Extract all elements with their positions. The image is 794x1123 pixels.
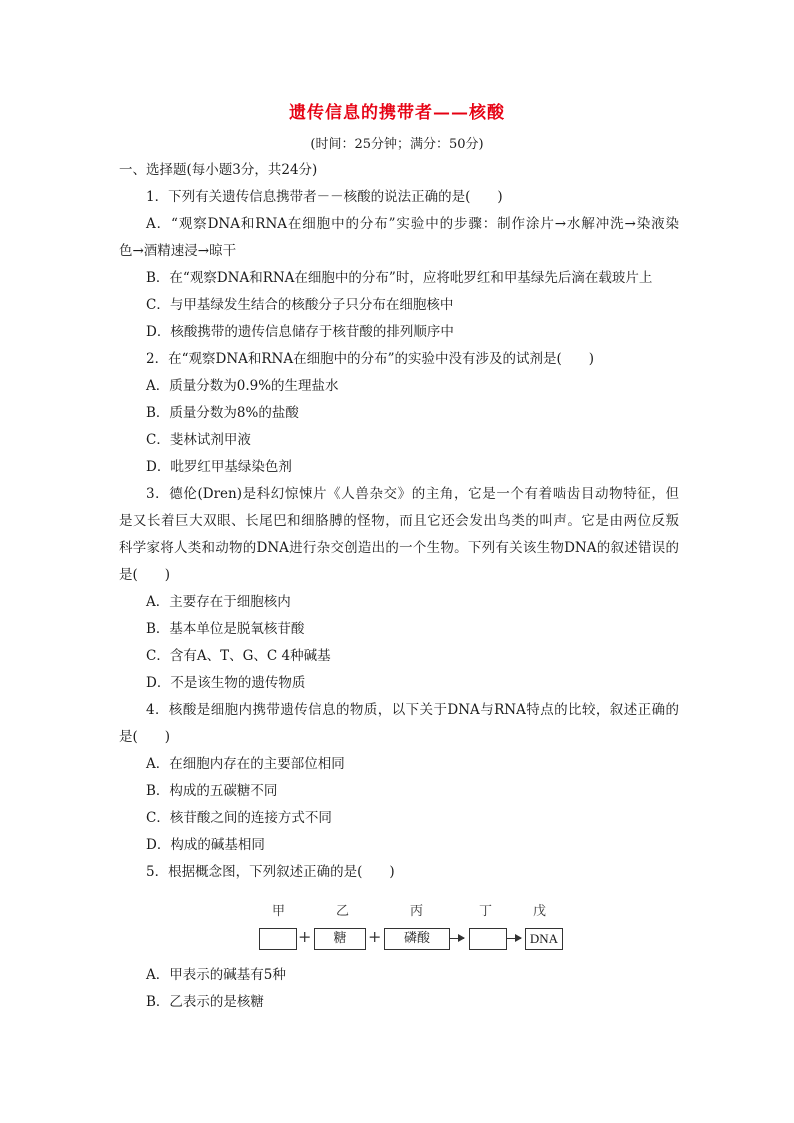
diagram-box-bing: 磷酸	[384, 928, 450, 950]
q1-option-a-cont: 色→酒精速浸→晾干	[119, 243, 237, 259]
q5-option-a: A．甲表示的碱基有5种	[146, 967, 286, 983]
q2-option-d: D．吡罗红甲基绿染色剂	[146, 459, 292, 475]
q4-option-d: D．构成的碱基相同	[146, 837, 265, 853]
diagram-label-bing: 丙	[410, 904, 424, 919]
diagram-label-yi: 乙	[336, 904, 350, 919]
q1-option-d: D．核酸携带的遗传信息储存于核苷酸的排列顺序中	[146, 324, 454, 340]
q3-option-b: B．基本单位是脱氧核苷酸	[146, 621, 305, 637]
q3-stem-line-4: 是( )	[119, 567, 171, 583]
q1-stem: 1．下列有关遗传信息携带者－－核酸的说法正确的是( )	[146, 189, 503, 205]
diagram-box-ding	[469, 928, 507, 950]
diagram-box-yi: 糖	[314, 928, 366, 950]
concept-diagram	[250, 896, 580, 956]
q4-option-a: A．在细胞内存在的主要部位相同	[146, 756, 345, 772]
q3-stem-line-3: 科学家将人类和动物的DNA进行杂交创造出的一个生物。下列有关该生物DNA的叙述错误的	[119, 540, 679, 556]
q3-option-c: C．含有A、T、G、C 4种碱基	[146, 648, 331, 664]
diagram-box-wu: DNA	[525, 928, 563, 950]
diagram-label-jia: 甲	[272, 904, 286, 919]
diagram-box-jia	[259, 928, 297, 950]
q4-stem-line-1: 4．核酸是细胞内携带遗传信息的物质，以下关于DNA与RNA特点的比较，叙述正确的	[146, 702, 679, 718]
q5-option-b: B．乙表示的是核糖	[146, 994, 264, 1010]
q1-option-a: A．“观察DNA和RNA在细胞中的分布”实验中的步骤：制作涂片→水解冲洗→染液染	[146, 216, 679, 232]
q1-option-b: B．在“观察DNA和RNA在细胞中的分布”时，应将吡罗红和甲基绿先后滴在载玻片上	[146, 270, 653, 286]
q2-option-c: C．斐林试剂甲液	[146, 432, 251, 448]
section-heading: 一、选择题(每小题3分，共24分)	[119, 162, 318, 178]
page-subtitle: (时间：25分钟；满分：50分)	[310, 137, 484, 152]
diagram-arrow-1	[450, 938, 464, 939]
q4-stem-line-2: 是( )	[119, 729, 171, 745]
diagram-plus-1: +	[298, 927, 312, 946]
diagram-label-wu: 戊	[533, 904, 547, 919]
q1-option-c: C．与甲基绿发生结合的核酸分子只分布在细胞核中	[146, 297, 454, 313]
q3-option-a: A．主要存在于细胞核内	[146, 594, 291, 610]
page-title: 遗传信息的携带者——核酸	[289, 103, 505, 123]
diagram-arrow-2	[507, 938, 521, 939]
q4-option-b: B．构成的五碳糖不同	[146, 783, 278, 799]
q3-stem-line-2: 是又长着巨大双眼、长尾巴和细胳膊的怪物，而且它还会发出鸟类的叫声。它是由两位反叛	[119, 513, 679, 529]
diagram-plus-2: +	[368, 927, 382, 946]
q2-stem: 2．在“观察DNA和RNA在细胞中的分布”的实验中没有涉及的试剂是( )	[146, 351, 595, 367]
q5-stem: 5．根据概念图，下列叙述正确的是( )	[146, 864, 395, 880]
q2-option-b: B．质量分数为8%的盐酸	[146, 405, 299, 421]
q3-stem-line-1: 3．德伦(Dren)是科幻惊悚片《人兽杂交》的主角，它是一个有着啮齿目动物特征，但	[146, 486, 679, 502]
q4-option-c: C．核苷酸之间的连接方式不同	[146, 810, 332, 826]
q2-option-a: A．质量分数为0.9%的生理盐水	[146, 378, 339, 394]
diagram-label-ding: 丁	[479, 904, 493, 919]
q3-option-d: D．不是该生物的遗传物质	[146, 675, 306, 691]
